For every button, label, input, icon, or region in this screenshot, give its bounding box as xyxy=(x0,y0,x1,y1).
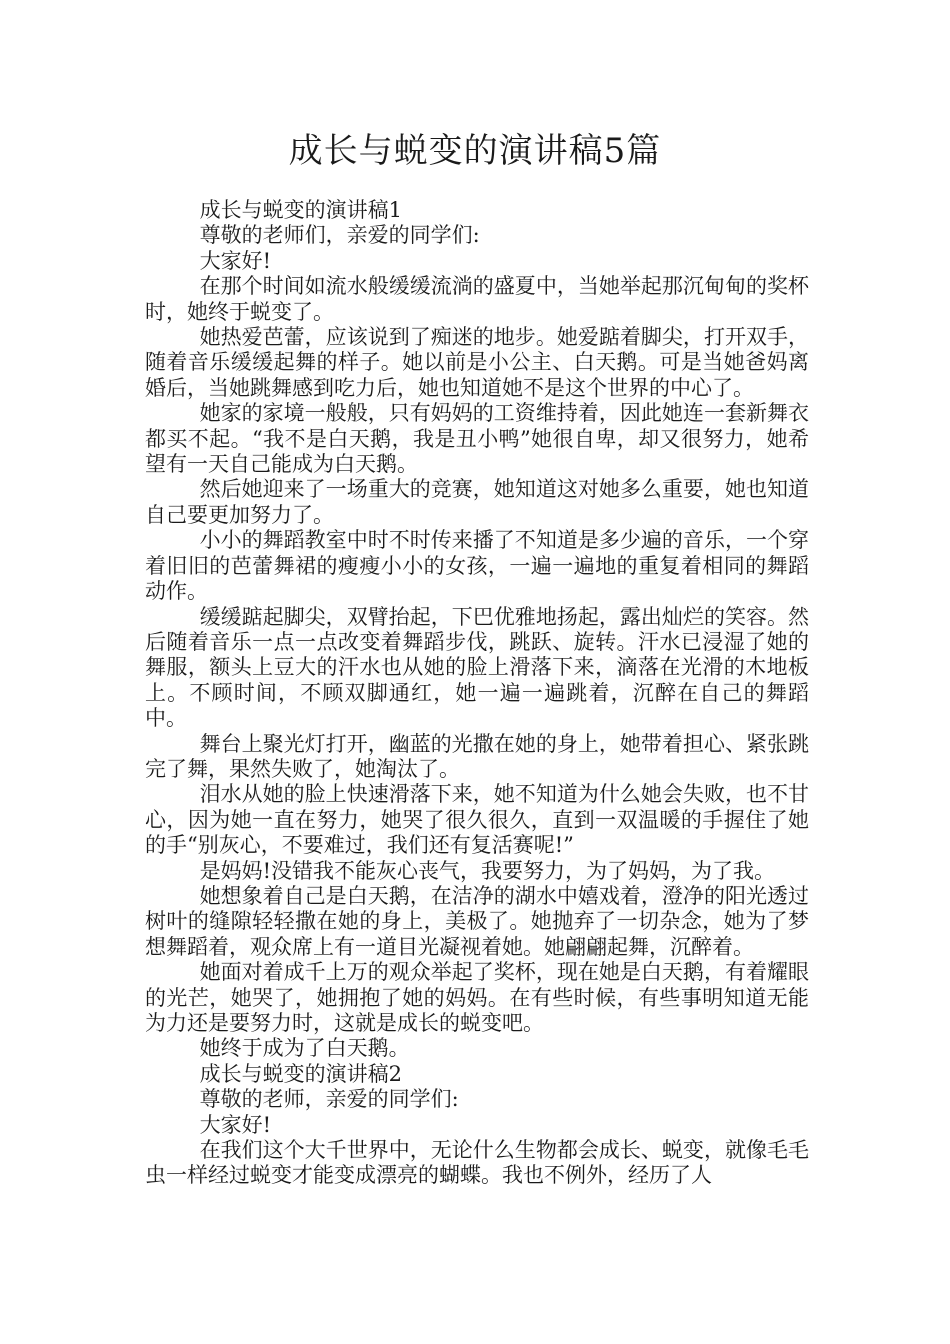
paragraph: 她终于成为了白天鹅。 xyxy=(199,1036,410,1061)
paragraph: 成长与蜕变的演讲稿1 xyxy=(199,198,402,222)
paragraph: 在我们这个大千世界中，无论什么生物都会成长、蜕变，就像毛毛虫一样经过蜕变才能变成漂亮的蝴蝶。我也不例外，经历了人 xyxy=(145,1138,809,1188)
paragraph: 成长与蜕变的演讲稿2 xyxy=(199,1061,402,1086)
paragraph: 是妈妈!没错我不能灰心丧气，我要努力，为了妈妈，为了我。 xyxy=(199,858,776,883)
paragraph: 泪水从她的脸上快速滑落下来，她不知道为什么她会失败，也不甘心，因为她一直在努力，她哭了很久很久，直到一双温暖的手握住了她的手“别灰心，不要难过，我们还有复活赛呢!” xyxy=(145,782,809,858)
paragraph: 尊敬的老师们，亲爱的同学们: xyxy=(199,223,480,248)
paragraph: 舞台上聚光灯打开，幽蓝的光撒在她的身上，她带着担心、紧张跳完了舞，果然失败了，她淘汰了。 xyxy=(145,731,809,781)
paragraph: 她想象着自己是白天鹅，在洁净的湖水中嬉戏着，澄净的阳光透过树叶的缝隙轻轻撒在她的身上，美极了。她抛弃了一切杂念，她为了梦想舞蹈着，观众席上有一道目光凝视着她。她翩翩起舞，沉醉着。 xyxy=(145,883,809,959)
document-body xyxy=(145,198,809,1189)
paragraph: 缓缓踮起脚尖，双臂抬起，下巴优雅地扬起，露出灿烂的笑容。然后随着音乐一点一点改变着舞蹈步伐，跳跃、旋转。汗水已浸湿了她的舞服，额头上豆大的汗水也从她的脸上滑落下来，滴落在光滑的木地板上。不顾时间，不顾双脚通红，她一遍一遍跳着，沉醉在自己的舞蹈中。 xyxy=(145,604,809,731)
paragraph: 她热爱芭蕾，应该说到了痴迷的地步。她爱踮着脚尖，打开双手，随着音乐缓缓起舞的样子。她以前是小公主、白天鹅。可是当她爸妈离婚后，当她跳舞感到吃力后，她也知道她不是这个世界的中心了。 xyxy=(145,325,809,400)
paragraph: 大家好! xyxy=(199,248,272,273)
paragraph: 她家的家境一般般，只有妈妈的工资维持着，因此她连一套新舞衣都买不起。“我不是白天鹅，我是丑小鸭”她很自卑，却又很努力，她希望有一天自己能成为白天鹅。 xyxy=(145,401,809,477)
paragraph: 小小的舞蹈教室中时不时传来播了不知道是多少遍的音乐，一个穿着旧旧的芭蕾舞裙的瘦瘦小小的女孩，一遍一遍地的重复着相同的舞蹈动作。 xyxy=(145,528,809,604)
paragraph: 然后她迎来了一场重大的竞赛，她知道这对她多么重要，她也知道自己要更加努力了。 xyxy=(145,477,809,527)
paragraph: 她面对着成千上万的观众举起了奖杯，现在她是白天鹅，有着耀眼的光芒，她哭了，她拥抱了她的妈妈。在有些时候，有些事明知道无能为力还是要努力时，这就是成长的蜕变吧。 xyxy=(145,960,809,1035)
paragraph: 大家好! xyxy=(199,1112,272,1137)
paragraph: 尊敬的老师，亲爱的同学们: xyxy=(199,1087,459,1112)
document-title: 成长与蜕变的演讲稿5篇 xyxy=(288,131,662,171)
paragraph: 在那个时间如流水般缓缓流淌的盛夏中，当她举起那沉甸甸的奖杯时，她终于蜕变了。 xyxy=(145,274,809,324)
